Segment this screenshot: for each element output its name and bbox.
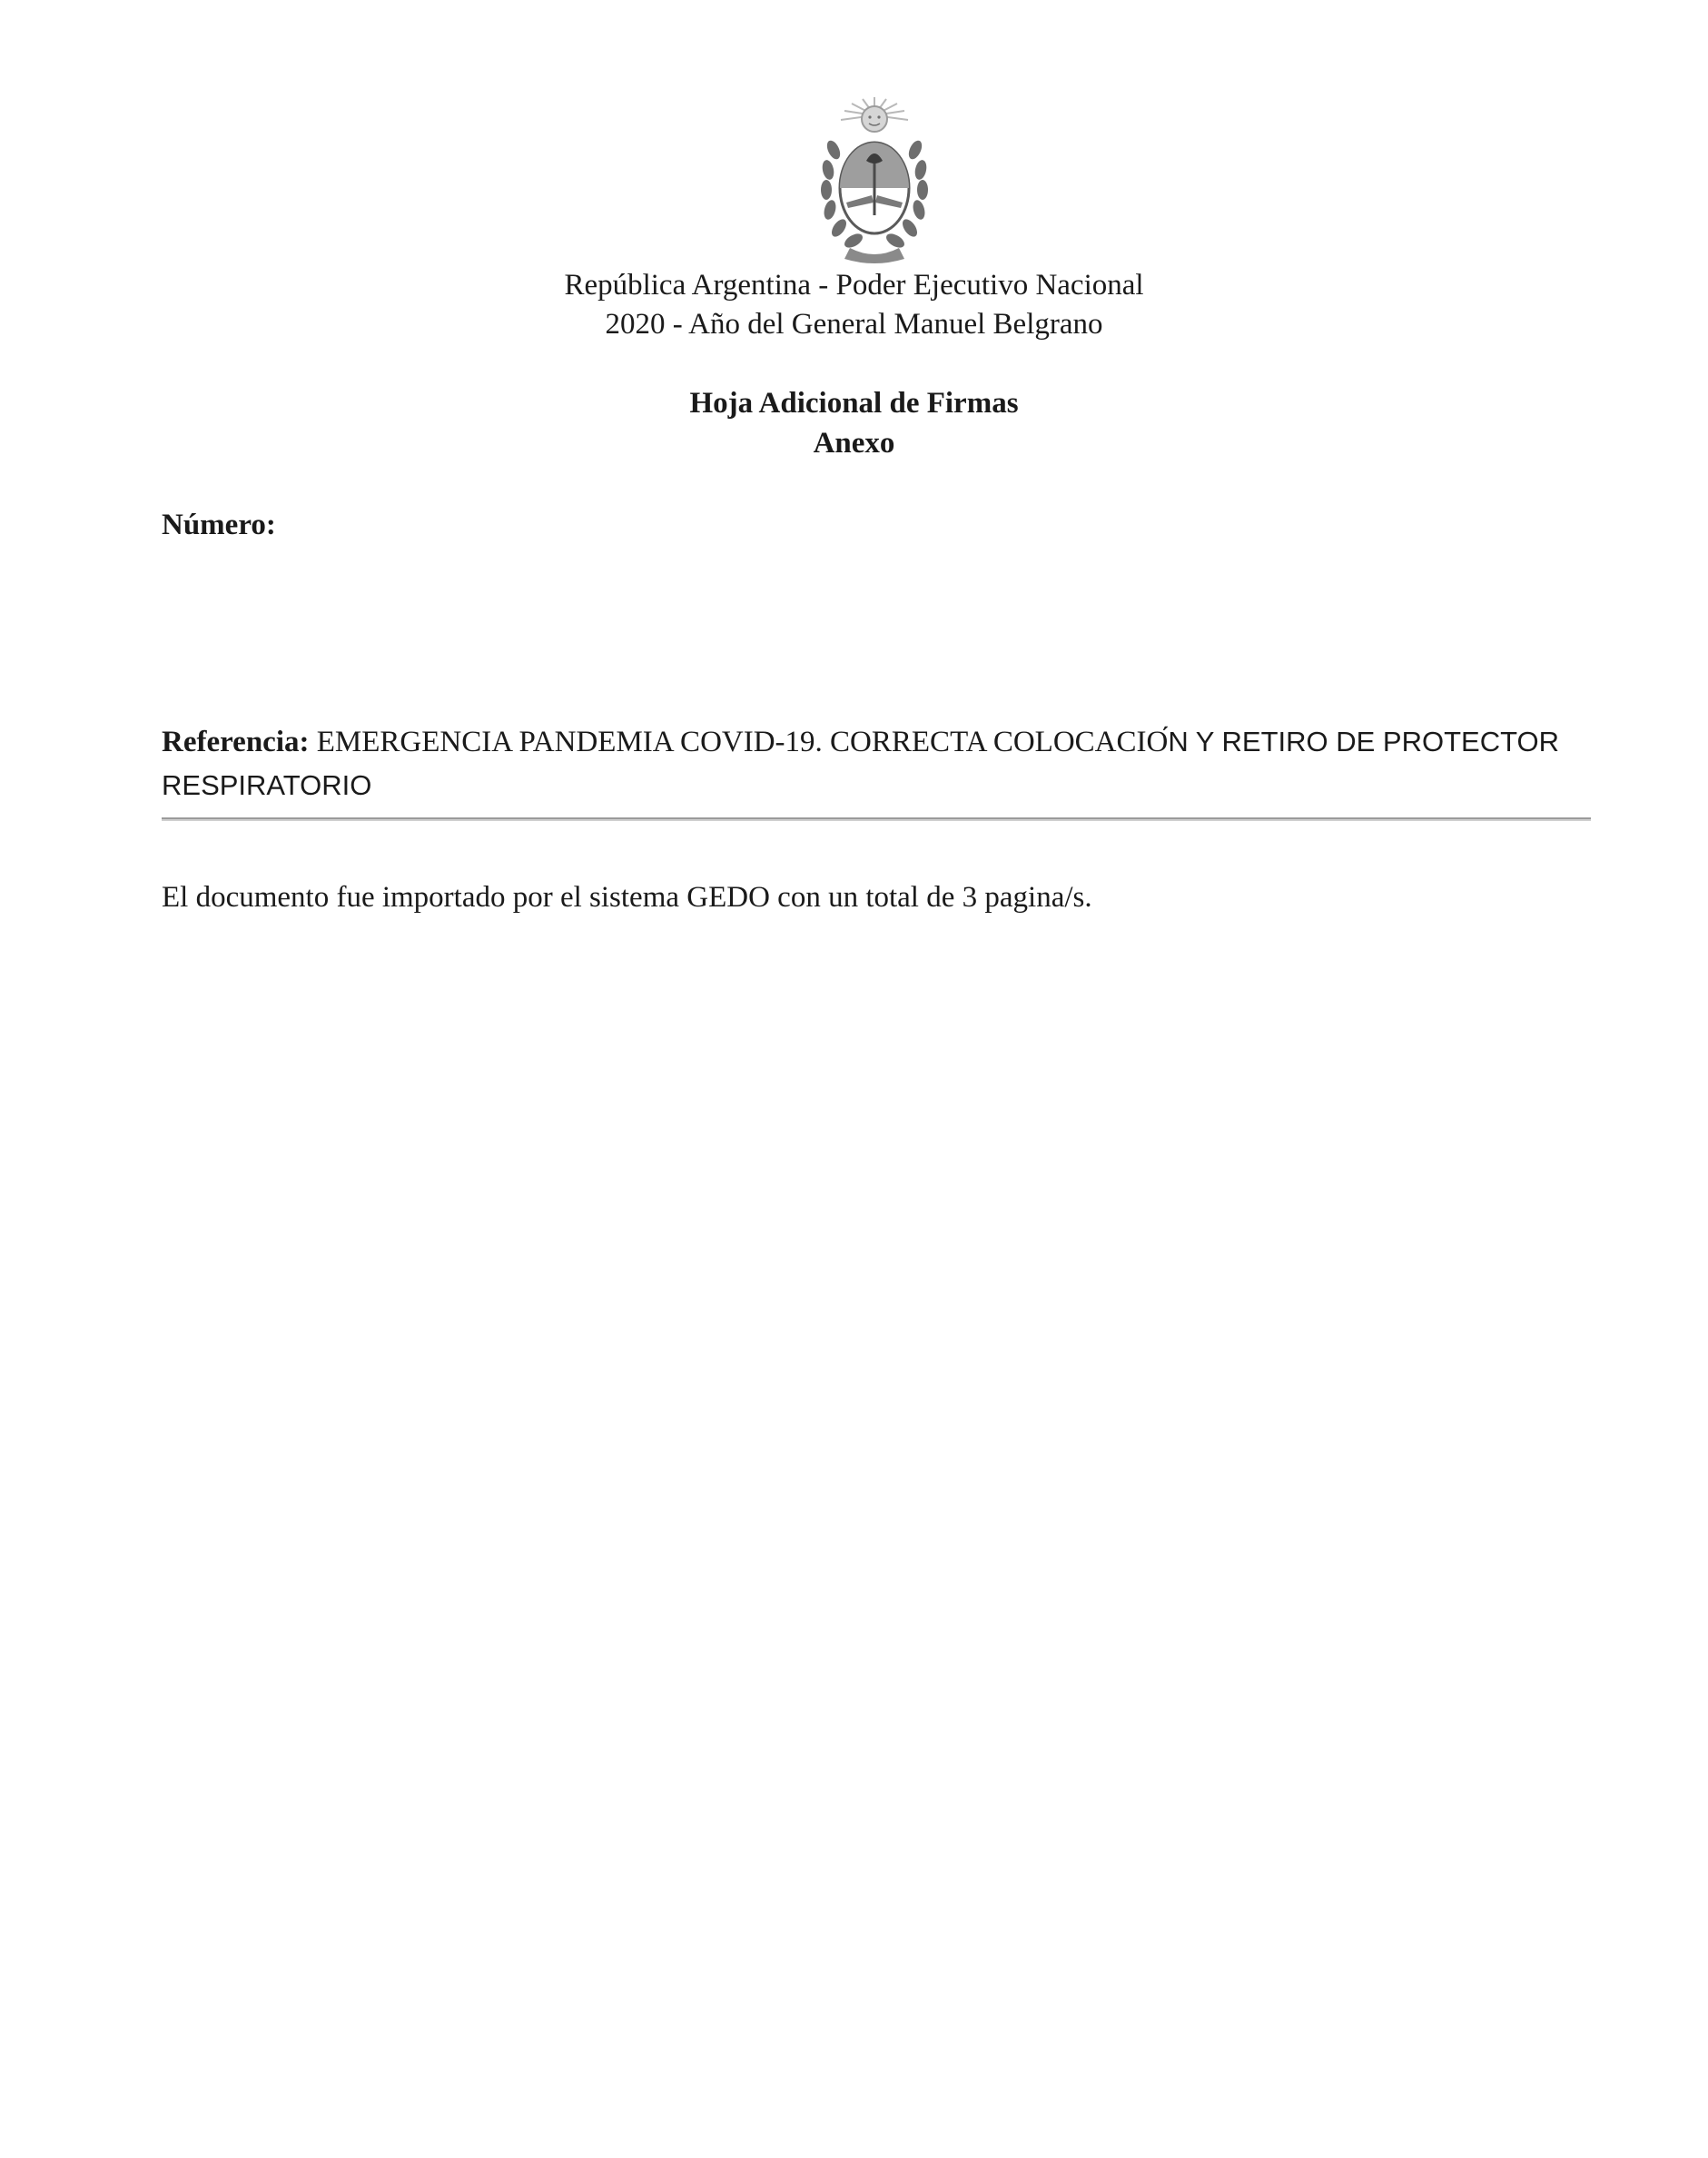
coat-of-arms-argentina-icon (806, 95, 943, 266)
referencia-text-sans: ́N Y RETIRO DE PROTECTOR RESPIRATORIO (162, 726, 1559, 801)
document-subtitle: Anexo (813, 427, 895, 460)
numero-field (162, 507, 276, 543)
import-notice: El documento fue importado por el sistema GEDO con un total de 3 pagina/s. (162, 881, 1092, 914)
referencia-label: Referencia: (162, 726, 310, 758)
numero-label: Número: (162, 509, 276, 541)
document-title: Hoja Adicional de Firmas (689, 387, 1019, 420)
header-republica: República Argentina - Poder Ejecutivo Nacional (564, 269, 1144, 302)
header-year-motto: 2020 - Año del General Manuel Belgrano (605, 308, 1103, 341)
section-divider (162, 817, 1591, 821)
referencia-text-serif: EMERGENCIA PANDEMIA COVID-19. CORRECTA COLOCACIO (316, 726, 1169, 758)
referencia-field (162, 720, 1596, 807)
